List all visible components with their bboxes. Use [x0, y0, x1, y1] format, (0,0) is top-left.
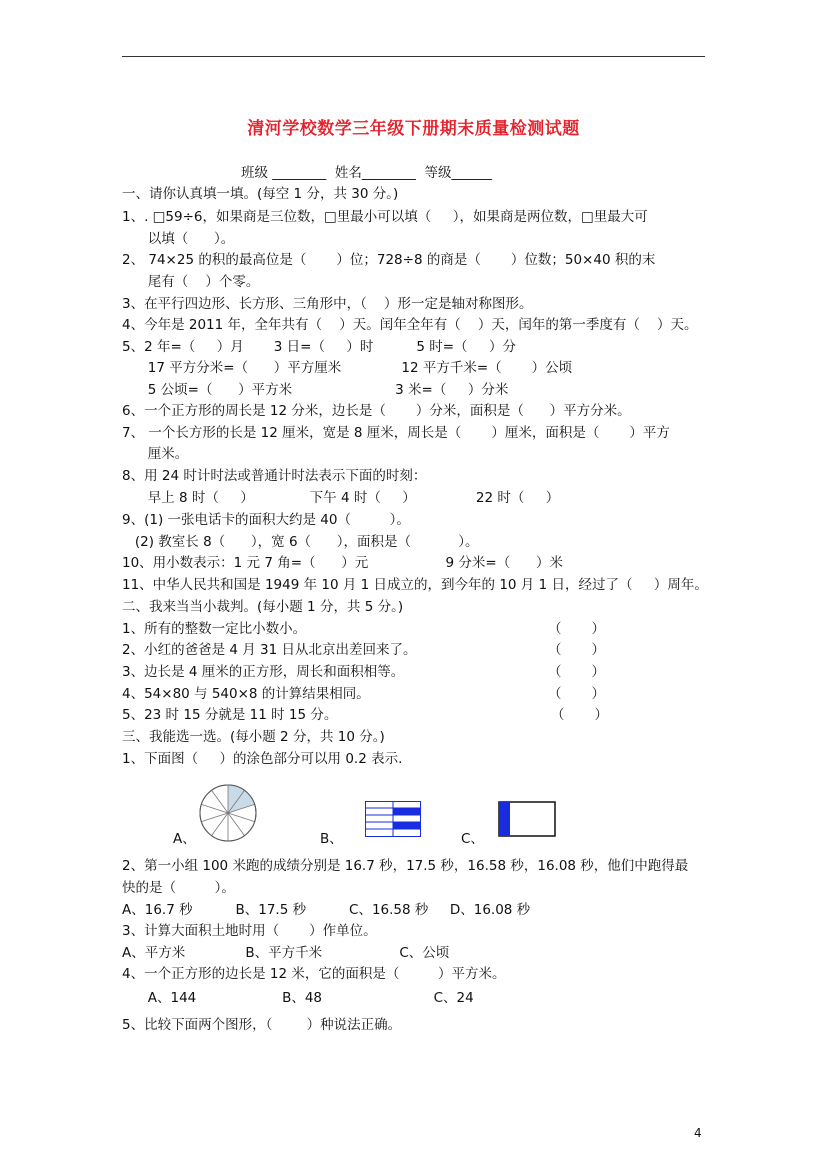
choice-2: 2、第一小组 100 米跑的成绩分别是 16.7 秒，17.5 秒，16.58 秒，16.08 秒，他们中跑得最: [122, 858, 689, 874]
question-1-7-cont: 厘米。: [122, 446, 189, 462]
judge-5-answer-box[interactable]: （ ）: [551, 707, 609, 723]
judge-5: 5、23 时 15 分就是 11 时 15 分。: [122, 707, 338, 723]
section-three-heading: 三、我能选一选。(每小题 2 分，共 10 分。): [122, 729, 385, 745]
question-1-6: 6、一个正方形的周长是 12 分米，边长是（ ）分米，面积是（ ）平方分米。: [122, 403, 631, 419]
choice-3: 3、计算大面积土地时用（ ）作单位。: [122, 923, 377, 939]
figure-b-label: B、: [320, 831, 343, 847]
judge-1-answer-box[interactable]: （ ）: [548, 621, 606, 637]
question-1-8-items: 早上 8 时（ ） 下午 4 时（ ） 22 时（ ）: [122, 490, 560, 506]
figure-a-label: A、: [173, 831, 196, 847]
question-1-4: 4、今年是 2011 年，全年共有（ ）天。闰年全年有（ ）天，闰年的第一季度有（ ）天。: [122, 317, 698, 333]
choice-4-options: A、144 B、48 C、24: [122, 990, 474, 1006]
question-1-1: 1、. □59÷6，如果商是三位数，□里最小可以填（ ），如果商是两位数，□里最大可: [122, 209, 648, 225]
page-number: 4: [694, 1126, 702, 1140]
judge-4: 4、54×80 与 540×8 的计算结果相同。: [122, 686, 370, 702]
question-1-2: 2、 74×25 的积的最高位是（ ）位；728÷8 的商是（ ）位数；50×40 积的末: [122, 252, 656, 268]
judge-4-answer-box[interactable]: （ ）: [548, 686, 606, 702]
question-1-2-cont: 尾有（ ）个零。: [122, 274, 260, 290]
judge-1: 1、所有的整数一定比小数小。: [122, 621, 307, 637]
question-1-9-2: (2) 教室长 8（ ），宽 6（ ），面积是（ ）。: [122, 534, 479, 550]
choice-3-options: A、平方米 B、平方千米 C、公顷: [122, 945, 450, 961]
question-1-8: 8、用 24 时计时法或普通计时法表示下面的时刻：: [122, 468, 427, 484]
question-1-10: 10、用小数表示：1 元 7 角=（ ）元 9 分米=（ ）米: [122, 555, 563, 571]
question-1-9-1: 9、(1) 一张电话卡的面积大约是 40（ ）。: [122, 512, 410, 528]
judge-2-answer-box[interactable]: （ ）: [548, 642, 606, 658]
question-1-7: 7、 一个长方形的长是 12 厘米，宽是 8 厘米，周长是（ ）厘米，面积是（ ）平方: [122, 425, 670, 441]
question-1-5-line2: 17 平方分米=（ ）平方厘米 12 平方千米=（ ）公顷: [122, 360, 573, 376]
judge-3: 3、边长是 4 厘米的正方形，周长和面积相等。: [122, 664, 405, 680]
exam-title: 清河学校数学三年级下册期末质量检测试题: [247, 119, 580, 139]
judge-2: 2、小红的爸爸是 4 月 31 日从北京出差回来了。: [122, 642, 417, 658]
figure-c-label: C、: [461, 831, 484, 847]
question-1-11: 11、中华人民共和国是 1949 年 10 月 1 日成立的，到今年的 10 月 1 日，经过了（ ）周年。: [122, 577, 708, 593]
choice-4: 4、一个正方形的边长是 12 米，它的面积是（ ）平方米。: [122, 966, 506, 982]
figure-b-grid: [365, 801, 421, 837]
question-1-5-line3: 5 公顷=（ ）平方米 3 米=（ ）分米: [122, 382, 509, 398]
student-info-line: 班级 ________ 姓名________ 等级______: [241, 165, 492, 181]
choice-5: 5、比较下面两个图形，（ ）种说法正确。: [122, 1017, 402, 1033]
question-1-1-cont: 以填（ ）。: [122, 231, 235, 247]
choice-2-options: A、16.7 秒 B、17.5 秒 C、16.58 秒 D、16.08 秒: [122, 902, 531, 918]
choice-2-cont: 快的是（ ）。: [122, 880, 235, 896]
figure-a-circle: [198, 783, 258, 843]
question-1-5: 5、2 年=（ ）月 3 日=（ ）时 5 时=（ ）分: [122, 339, 516, 355]
section-two-heading: 二、我来当当小裁判。(每小题 1 分，共 5 分。): [122, 599, 404, 615]
section-one-heading: 一、请你认真填一填。(每空 1 分，共 30 分。): [122, 186, 399, 202]
header-rule: [122, 56, 705, 57]
figure-c-rect: [498, 801, 556, 837]
choice-1: 1、下面图（ ）的涂色部分可以用 0.2 表示.: [122, 751, 403, 767]
question-1-3: 3、在平行四边形、长方形、三角形中，（ ）形一定是轴对称图形。: [122, 296, 533, 312]
judge-3-answer-box[interactable]: （ ）: [548, 664, 606, 680]
